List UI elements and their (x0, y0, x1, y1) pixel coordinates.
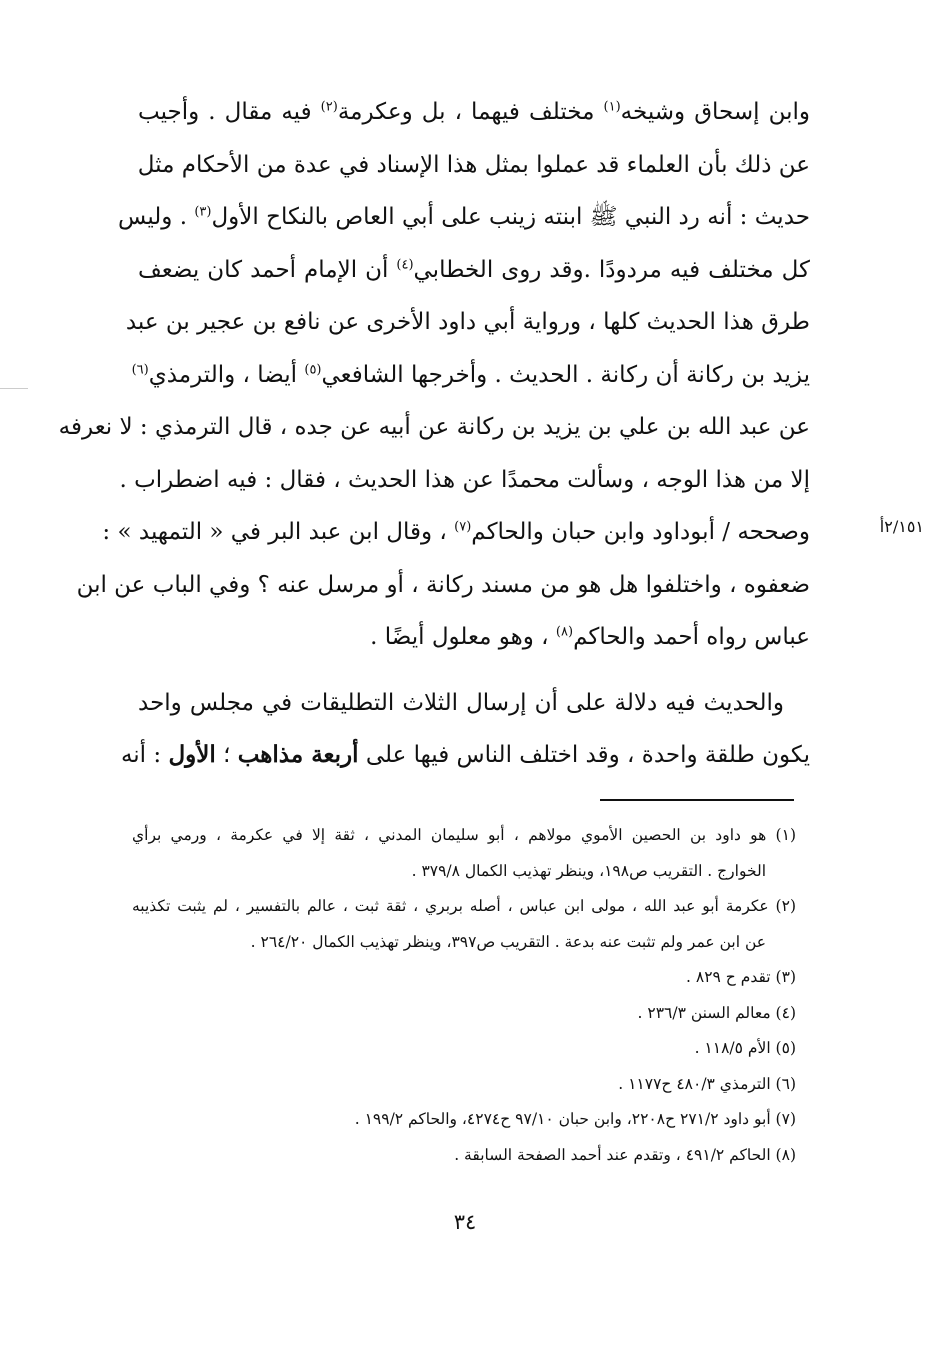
main-text (58, 86, 811, 782)
text-run: أيضا ، والترمذي (148, 361, 305, 388)
text-run: طرق هذا الحديث كلها ، ورواية أبي داود الأخرى عن نافع بن عجير بن عبد (125, 309, 810, 335)
footnote: (٤) معالم السنن ٢٣٦/٣ . (637, 1003, 796, 1022)
text-line (58, 401, 810, 454)
footnote: الخوارج . التقريب ص١٩٨، وينظر تهذيب الكمال ٣٧٩/٨ . (411, 861, 766, 880)
text-run: كل مختلف فيه مردودًا .وقد روى الخطابي (413, 256, 810, 283)
text-line (138, 139, 810, 192)
text-run: والحديث فيه دلالة على أن إرسال الثلاث التطليقات في مجلس واحد (138, 689, 784, 716)
text-run: مختلف فيهما ، بل وعكرمة (337, 99, 604, 125)
text-line (138, 86, 810, 139)
footnote: (٣) تقدم ح ٨٢٩ . (686, 968, 796, 986)
text-run: وصححه / أبوداود وابن حبان والحاكم (471, 519, 810, 545)
text-line (76, 559, 810, 612)
bold-text: أربعة مذاهب (237, 741, 359, 768)
footnote: (٦) الترمذي ٤٨٠/٣ ح١١٧٧ . (618, 1074, 796, 1093)
text-run: فيه مقال . وأجيب (138, 99, 321, 125)
text-run: عن ذلك بأن العلماء قد عملوا بمثل هذا الإسناد في عدة من الأحكام مثل (137, 151, 810, 178)
footnote-ref: (٧) (454, 519, 472, 535)
text-run: إلا من هذا الوجه ، وسألت محمدًا عن هذا الحديث ، فقال : فيه اضطراب . (119, 466, 810, 493)
footnote-ref: (٨) (555, 624, 574, 640)
footnote-ref: (٦) (131, 361, 149, 377)
footnote-ref: (٤) (396, 256, 414, 272)
text-line (138, 244, 810, 297)
footnote: (١) هو داود بن الحصين الأموي مولاهم ، أبو سليمان المدني ، ثقة إلا في عكرمة ، ورمي برأي (132, 826, 796, 844)
text-run: . وليس (118, 204, 195, 230)
text-run: ضعفوه ، واختلفوا هل هو من مسند ركانة ، أو مرسل عنه ؟ وفي الباب عن ابن (76, 571, 810, 598)
bold-text: الأول (168, 741, 216, 768)
text-run: ، وقال ابن عبد البر في « التمهيد » : (102, 519, 455, 545)
manuscript-margin-note: ٢/١٥١أ (879, 517, 924, 536)
text-run: وابن إسحاق وشيخه (620, 99, 811, 125)
text-line (131, 349, 810, 402)
page-number: ٣٤ (453, 1210, 477, 1234)
text-line (118, 191, 810, 244)
text-line (138, 677, 810, 730)
text-line (120, 729, 810, 782)
text-line (102, 506, 810, 559)
footnote-ref: (٢) (320, 99, 338, 115)
footnote-ref: (٣) (194, 204, 212, 220)
text-run: حديث : أنه رد النبي ﷺ ابنته زينب على أبي العاص بالنكاح الأول (211, 204, 810, 230)
footnote-separator (600, 799, 794, 801)
text-run: ؛ (215, 742, 238, 768)
footnote-ref: (٥) (304, 361, 322, 377)
text-run: عن عبد الله بن علي بن يزيد بن ركانة عن أبيه عن جده ، قال الترمذي : لا نعرفه (58, 414, 810, 440)
footnote-ref: (١) (603, 99, 621, 115)
footnote: (٨) الحاكم ٤٩١/٢ ، وتقدم عند أحمد الصفحة السابقة . (454, 1145, 796, 1164)
text-run: يكون طلقة واحدة ، وقد اختلف الناس فيها على (358, 742, 810, 768)
footnote: (٥) الأم ١١٨/٥ . (694, 1039, 796, 1057)
text-run: ، وهو معلول أيضًا . (370, 624, 556, 650)
text-line (138, 611, 810, 664)
text-line (119, 454, 810, 507)
text-run: : أنه (120, 742, 169, 768)
scan-edge-mark (0, 388, 28, 389)
text-run: يزيد بن ركانة أن ركانة . الحديث . وأخرجها الشافعي (321, 361, 810, 388)
text-run: عباس رواه أحمد والحاكم (573, 624, 810, 650)
footnote: (٧) أبو داود ٢٧١/٢ ح٢٢٠٨، وابن حبان ٩٧/١٠ ح٤٢٧٤، والحاكم ١٩٩/٢ . (354, 1110, 796, 1128)
text-run: أن الإمام أحمد كان يضعف (138, 256, 397, 283)
footnote: عن ابن عمر ولم تثبت عنه بدعة . التقريب ص٣٩٧، وينظر تهذيب الكمال ٢٦٤/٢٠ . (250, 932, 766, 951)
text-line (125, 296, 810, 349)
footnotes (132, 818, 796, 1173)
footnote: (٢) عكرمة أبو عبد الله ، مولى ابن عباس ، أصله بربري ، ثقة ثبت ، عالم بالتفسير ، لم يثبت تكذيبه (132, 897, 796, 915)
